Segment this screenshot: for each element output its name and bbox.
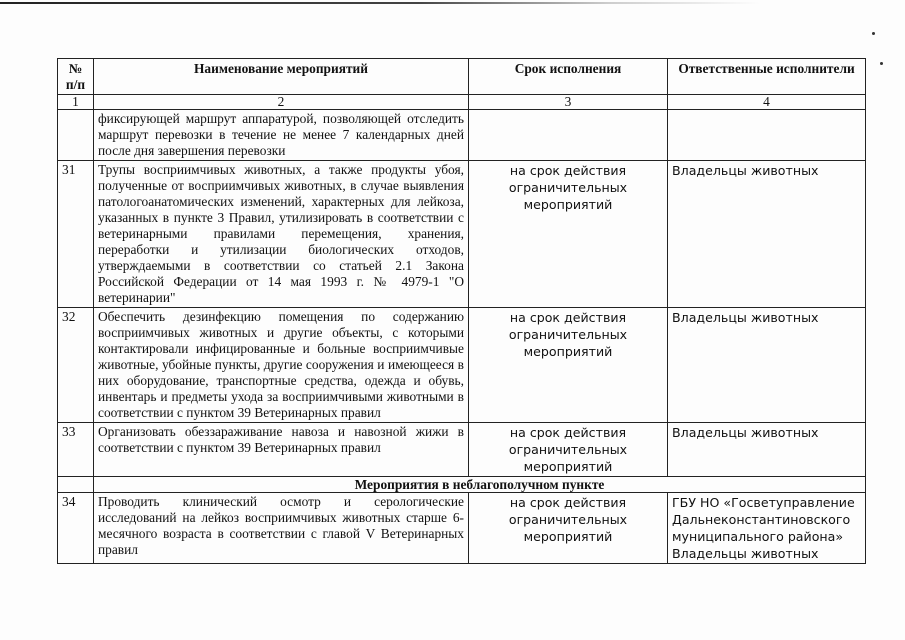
responsible-cell: Владельцы животных [668,423,866,477]
row-number [58,110,94,161]
measure-text: Организовать обеззараживание навоза и навозной жижи в соответствии с пунктом 39 Ветеринарных правил [94,423,469,477]
measure-text: Обеспечить дезинфекцию помещения по содержанию восприимчивых животных и другие объекты, с которыми контактировали инфицированные и больные восприимчивые животные, убойные пункты, другие сооружения и имеющееся в них оборудование, транспортные средства, одежда и обувь, инвентарь и предметы ухода за восприимчивыми животными в соответствии с пунктом 39 Ветеринарных правил [94,308,469,423]
row-number: 34 [58,493,94,564]
column-number: 2 [94,95,469,110]
section-row [58,477,866,493]
deadline-cell: на срок действия ограничительных мероприятий [469,423,668,477]
measure-text: фиксирующей маршрут аппаратурой, позволяющей отследить маршрут перевозки в течение не менее 7 календарных дней после дня завершения перевозки [94,110,469,161]
row-number: 32 [58,308,94,423]
row-number: 31 [58,161,94,308]
responsible-cell [668,110,866,161]
row-number: 33 [58,423,94,477]
column-number: 3 [469,95,668,110]
table-row [58,423,866,477]
deadline-cell: на срок действия ограничительных мероприятий [469,493,668,564]
header-measure-name: Наименование мероприятий [94,59,469,95]
deadline-cell: на срок действия ограничительных мероприятий [469,161,668,308]
table-row [58,161,866,308]
column-number-row [58,95,866,110]
table-row-continuation [58,110,866,161]
table-row [58,493,866,564]
header-deadline: Срок исполнения [469,59,668,95]
responsible-cell: Владельцы животных [668,161,866,308]
scan-edge-line [0,2,760,4]
table-header-row [58,59,866,95]
column-number: 1 [58,95,94,110]
deadline-cell: на срок действия ограничительных мероприятий [469,308,668,423]
deadline-cell [469,110,668,161]
section-title: Мероприятия в неблагополучном пункте [94,477,866,493]
measure-text: Проводить клинический осмотр и серологические исследований на лейкоз восприимчивых животных старше 6-месячного возраста в соответствии с главой V Ветеринарных правил [94,493,469,564]
measures-table [57,58,866,564]
header-responsible: Ответственные исполнители [668,59,866,95]
column-number: 4 [668,95,866,110]
responsible-cell: Владельцы животных [668,308,866,423]
header-number: № п/п [58,59,94,95]
measure-text: Трупы восприимчивых животных, а также продукты убоя, полученные от восприимчивых животных, в случае выявления патологоанатомических изменений, характерных для лейкоза, указанных в пункте 3 Правил, утилизировать в соответствии с ветеринарными правилами перемещения, хранения, переработки и утилизации биологических отходов, утверждаемыми в соответствии со статьей 2.1 Закона Российской Федерации от 14 мая 1993 г. № 4979-1 "О ветеринарии" [94,161,469,308]
table-row [58,308,866,423]
responsible-cell: ГБУ НО «Госветуправление Дальнеконстантиновского муниципального района» Владельцы животных [668,493,866,564]
scan-speck [880,62,883,65]
section-number-cell [58,477,94,493]
scan-speck [872,32,875,35]
